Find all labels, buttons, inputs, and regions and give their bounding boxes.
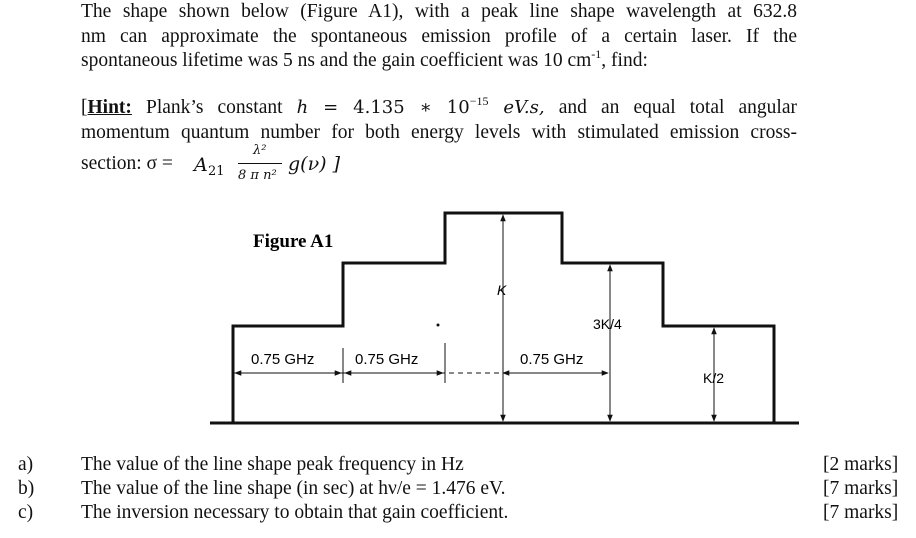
question-b-letter: b) <box>18 478 35 499</box>
intro-line-1: The shape shown below (Figure A1), with a peak line shape wavelength at 632.8 <box>81 1 797 22</box>
planck-symbol: h <box>296 97 309 118</box>
intro-line-3-text: spontaneous lifetime was 5 ns and the gain coefficient was 10 cm <box>81 50 592 71</box>
label-freq-3: 0.75 GHz <box>520 351 584 368</box>
hint-line-2: momentum quantum number for both energy levels with stimulated emission cross- <box>81 121 797 143</box>
section-label: section: σ = <box>81 153 173 174</box>
cross-section-formula <box>81 143 481 193</box>
question-a-marks: [2 marks] <box>823 454 899 475</box>
figure-title: Figure A1 <box>253 231 334 252</box>
question-a-letter: a) <box>18 454 34 475</box>
question-a <box>0 453 916 477</box>
question-c <box>0 501 916 525</box>
intro-line-3 <box>81 49 797 74</box>
planck-value: = 4.135 ∗ 10 <box>308 97 470 118</box>
question-b-marks: [7 marks] <box>823 478 899 499</box>
hint-line-1 <box>81 96 797 121</box>
intro-line-3-tail: , find: <box>601 50 648 71</box>
g-term: g(ν) ] <box>288 153 340 175</box>
fraction-numerator: λ² <box>253 143 267 158</box>
fraction-denominator: 8 π n² <box>238 168 277 183</box>
intro-line-2: nm can approximate the spontaneous emission profile of a certain laser. If the <box>81 25 797 47</box>
hint-bracket: [ <box>81 97 88 118</box>
dot-marker <box>437 324 440 327</box>
figure-a1 <box>205 205 805 430</box>
question-c-text: The inversion necessary to obtain that gain coefficient. <box>81 502 509 523</box>
a21-subscript: 21 <box>208 164 225 179</box>
hint-paragraph <box>81 96 797 145</box>
planck-exponent: −15 <box>469 94 489 108</box>
planck-unit: eV.s, <box>488 97 545 118</box>
cm-exponent: -1 <box>591 47 602 61</box>
question-a-text: The value of the line shape peak frequency in Hz <box>81 454 464 475</box>
label-k: K <box>497 282 507 298</box>
question-b-text: The value of the line shape (in sec) at hν/e = 1.476 eV. <box>81 478 506 499</box>
question-c-letter: c) <box>18 502 34 523</box>
label-3k4: 3K/4 <box>593 316 622 332</box>
intro-paragraph <box>81 0 797 74</box>
fraction-bar <box>238 163 282 164</box>
question-b <box>0 477 916 501</box>
a21-symbol: A <box>194 154 208 176</box>
label-k2: K/2 <box>703 370 725 386</box>
label-freq-1: 0.75 GHz <box>251 351 315 368</box>
question-c-marks: [7 marks] <box>823 502 899 523</box>
label-freq-2: 0.75 GHz <box>355 351 419 368</box>
hint-line-1-tail: and an equal total angular <box>544 97 797 118</box>
hint-keyword: Hint: <box>87 97 132 118</box>
hint-text: Plank’s constant <box>131 97 297 118</box>
